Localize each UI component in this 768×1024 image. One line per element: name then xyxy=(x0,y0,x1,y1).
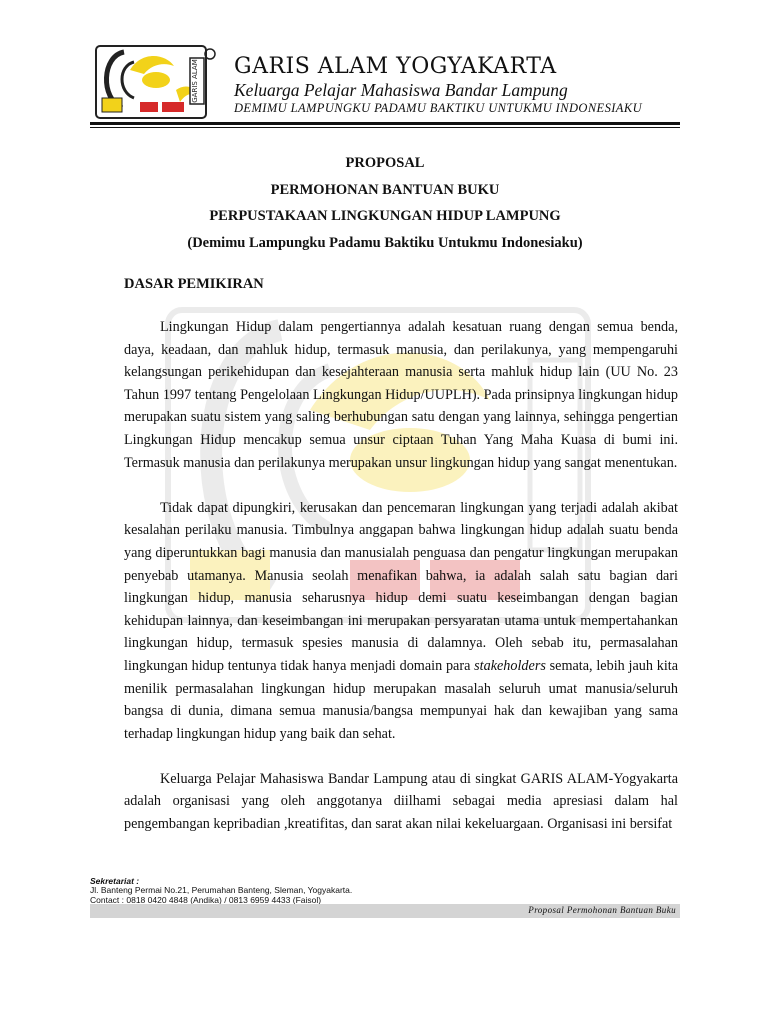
secretariat-label: Sekretariat : xyxy=(90,876,140,886)
organization-logo xyxy=(94,40,218,124)
title-line-proposal: PROPOSAL xyxy=(345,155,425,171)
stakeholders-term: stakeholders xyxy=(474,657,546,674)
organization-motto: DEMIMU LAMPUNGKU PADAMU BAKTIKU UNTUKMU INDONESIAKU xyxy=(234,101,643,115)
proposal-title-block xyxy=(90,150,680,256)
secretariat-contact: Contact : 0818 0420 4848 (Andika) / 0813 6959 4433 (Faisol) xyxy=(90,894,322,905)
title-line-library: PERPUSTAKAAN LINGKUNGAN HIDUP LAMPUNG xyxy=(209,208,561,224)
secretariat-address: Jl. Banteng Permai No.21, Perumahan Banteng, Sleman, Yogyakarta. xyxy=(90,885,353,895)
footer xyxy=(90,876,680,905)
section-heading: DASAR PEMIKIRAN xyxy=(124,276,264,292)
header-rule-thick xyxy=(90,122,680,125)
body-text xyxy=(124,316,678,836)
organization-name: GARIS ALAM YOGYAKARTA xyxy=(234,54,557,79)
footer-document-title: Proposal Permohonan Bantuan Buku xyxy=(528,905,676,915)
header-rule-thin xyxy=(90,127,680,128)
logo-label: GARIS ALAM xyxy=(191,59,199,103)
paragraph-2 xyxy=(124,497,678,746)
paragraph-1: Lingkungan Hidup dalam pengertiannya adalah kesatuan ruang dengan semua benda, daya, keadaan, dan mahluk hidup, termasuk manusia, dan perilakunya, yang mempengaruhi kelangsungan perikehidupan dan kesejahteraan manusia serta mahluk hidup lain (UU No. 23 Tahun 1997 tentang Pengelolaan Lingkungan Hidup/UUPLH). Pada prinsipnya lingkungan hidup merupakan suatu sistem yang saling berhubungan satu dengan yang lainnya, sehingga pengertian Lingkungan Hidup mencakup semua unsur ciptaan Tuhan Yang Maha Kuasa di bumi ini. Termasuk manusia dan perilakunya merupakan unsur lingkungan hidup yang sangat menentukan. xyxy=(124,319,678,471)
footer-bar xyxy=(90,904,680,918)
paragraph-2-part-a: Tidak dapat dipungkiri, kerusakan dan pencemaran lingkungan yang terjadi adalah akibat kesalahan perilaku manusia. Timbulnya anggapan bahwa lingkungan hidup adalah suatu benda yang diperuntukkan bagi manusia dan manusialah penguasa dan pengatur lingkungan merupakan penyebab utamanya. Manusia seolah menafikan bahwa, ia adalah salah satu bagian dari lingkungan hidup, manusia seharusnya hidup demi suatu keseimbangan dengan bagian kehidupan lainnya, dan keseimbangan ini merupakan persyaratan utama untuk mempertahankan lingkungan hidup, termasuk spesies manusia di dalamnya. Oleh sebab itu, permasalahan lingkungan hidup tentunya tidak hanya menjadi domain para xyxy=(124,499,678,674)
title-line-motto: (Demimu Lampungku Padamu Baktiku Untukmu Indonesiaku) xyxy=(187,234,583,251)
title-line-request: PERMOHONAN BANTUAN BUKU xyxy=(270,181,500,198)
paragraph-3: Keluarga Pelajar Mahasiswa Bandar Lampung atau di singkat GARIS ALAM-Yogyakarta adalah organisasi yang oleh anggotanya diilhami sebagai media apresiasi dalam hal pengembangan kepribadian ,kreatifitas, dan sarat akan nilai kekeluargaan. Organisasi ini bersifat xyxy=(124,770,678,833)
paragraph-2-part-b: semata, lebih jauh kita menilik permasalahan lingkungan hidup merupakan masalah seluruh umat manusia/seluruh bangsa di dunia, dimana semua manusia/bangsa mempunyai hak dan kewajiban yang sama terhadap lingkungan hidup yang baik dan sehat. xyxy=(124,657,678,742)
organization-subtitle: Keluarga Pelajar Mahasiswa Bandar Lampung xyxy=(234,80,568,100)
